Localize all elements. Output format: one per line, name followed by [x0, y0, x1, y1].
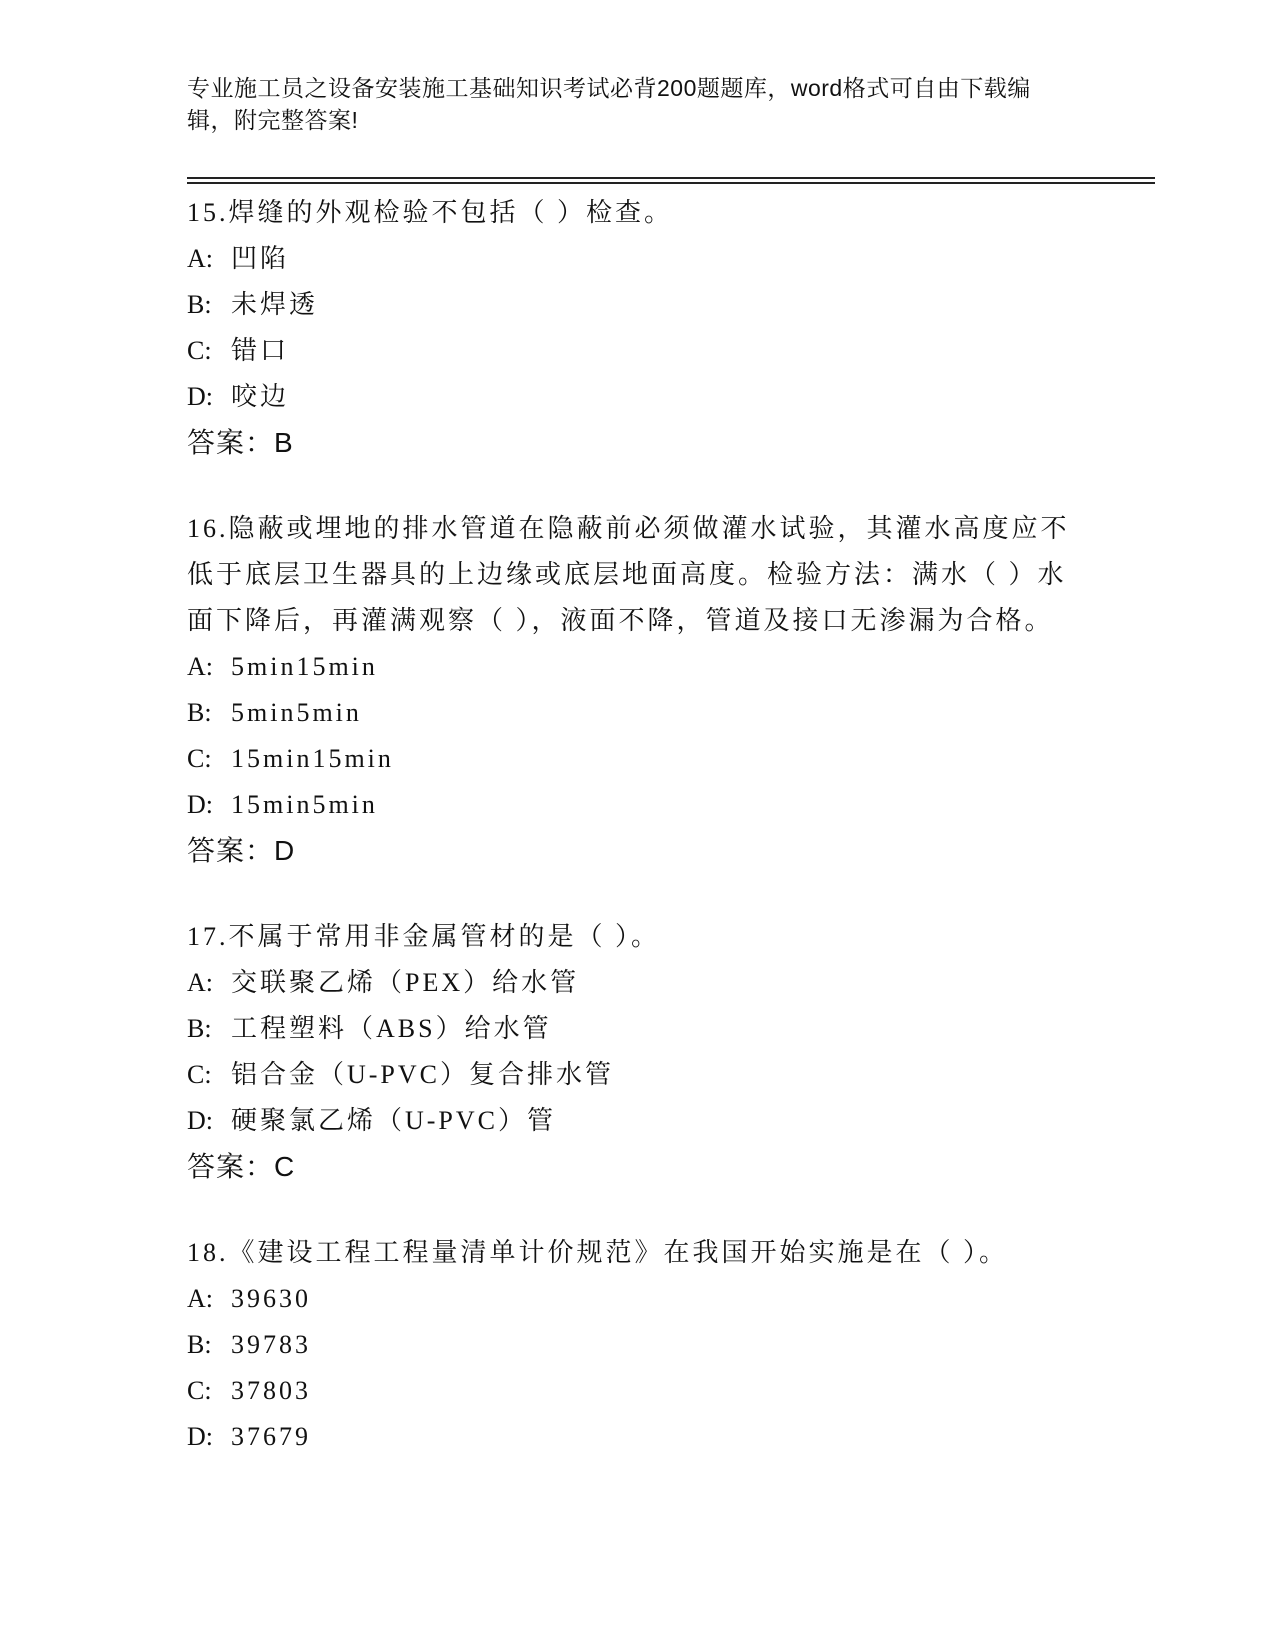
- option-letter: D:: [187, 1106, 213, 1135]
- option-text: 15min15min: [231, 744, 394, 773]
- option-text: 未焊透: [231, 290, 319, 319]
- option-d: [187, 1414, 1087, 1460]
- question-15: [187, 190, 1087, 466]
- option-c: [187, 328, 1087, 374]
- question-text: 16.隐蔽或埋地的排水管道在隐蔽前必须做灌水试验，其灌水高度应不低于底层卫生器具的上边缘或底层地面高度。检验方法：满水（ ）水面下降后，再灌满观察（ ），液面不降，管道及接口无渗漏为合格。: [187, 514, 1070, 635]
- option-text: 39783: [231, 1330, 311, 1359]
- option-c: [187, 1052, 1087, 1098]
- option-text: 37803: [231, 1376, 311, 1405]
- option-text: 交联聚乙烯（PEX）给水管: [231, 968, 580, 997]
- option-c: [187, 1368, 1087, 1414]
- option-text: 37679: [231, 1422, 311, 1451]
- option-b: [187, 282, 1087, 328]
- option-letter: A:: [187, 244, 213, 273]
- answer-line: 答案：C: [187, 1151, 296, 1182]
- option-letter: A:: [187, 1284, 213, 1313]
- option-letter: C:: [187, 1376, 212, 1405]
- option-text: 5min15min: [231, 652, 378, 681]
- option-letter: D:: [187, 790, 213, 819]
- option-text: 错口: [231, 336, 290, 365]
- option-a: [187, 644, 1087, 690]
- option-text: 5min5min: [231, 698, 362, 727]
- option-text: 铝合金（U-PVC）复合排水管: [231, 1060, 615, 1089]
- option-letter: B:: [187, 290, 212, 319]
- question-list: [187, 190, 1087, 1500]
- option-letter: A:: [187, 652, 213, 681]
- question-17: [187, 914, 1087, 1190]
- option-text: 工程塑料（ABS）给水管: [231, 1014, 552, 1043]
- option-text: 咬边: [231, 382, 290, 411]
- answer-line: 答案：D: [187, 835, 296, 866]
- option-text: 凹陷: [231, 244, 290, 273]
- header-divider-top: [187, 177, 1155, 179]
- option-letter: A:: [187, 968, 213, 997]
- option-text: 39630: [231, 1284, 311, 1313]
- option-letter: D:: [187, 382, 213, 411]
- option-letter: B:: [187, 1330, 212, 1359]
- option-d: [187, 374, 1087, 420]
- option-letter: C:: [187, 744, 212, 773]
- question-text: 18.《建设工程工程量清单计价规范》在我国开始实施是在（ ）。: [187, 1238, 1009, 1267]
- answer-line: 答案：B: [187, 427, 294, 458]
- question-16: [187, 506, 1087, 874]
- document-header: 专业施工员之设备安装施工基础知识考试必背200题题库，word格式可自由下载编辑，附完整答案!: [187, 75, 1031, 133]
- option-letter: B:: [187, 1014, 212, 1043]
- option-text: 15min5min: [231, 790, 378, 819]
- option-text: 硬聚氯乙烯（U-PVC）管: [231, 1106, 557, 1135]
- question-text: 17.不属于常用非金属管材的是（ ）。: [187, 922, 661, 951]
- option-letter: C:: [187, 336, 212, 365]
- option-letter: B:: [187, 698, 212, 727]
- option-a: [187, 1276, 1087, 1322]
- option-letter: C:: [187, 1060, 212, 1089]
- question-text: 15.焊缝的外观检验不包括（ ）检查。: [187, 198, 674, 227]
- option-letter: D:: [187, 1422, 213, 1451]
- header-divider-bottom: [187, 182, 1155, 184]
- option-d: [187, 782, 1087, 828]
- option-a: [187, 236, 1087, 282]
- option-a: [187, 960, 1087, 1006]
- option-b: [187, 690, 1087, 736]
- option-b: [187, 1322, 1087, 1368]
- option-d: [187, 1098, 1087, 1144]
- question-18: [187, 1230, 1087, 1460]
- option-c: [187, 736, 1087, 782]
- option-b: [187, 1006, 1087, 1052]
